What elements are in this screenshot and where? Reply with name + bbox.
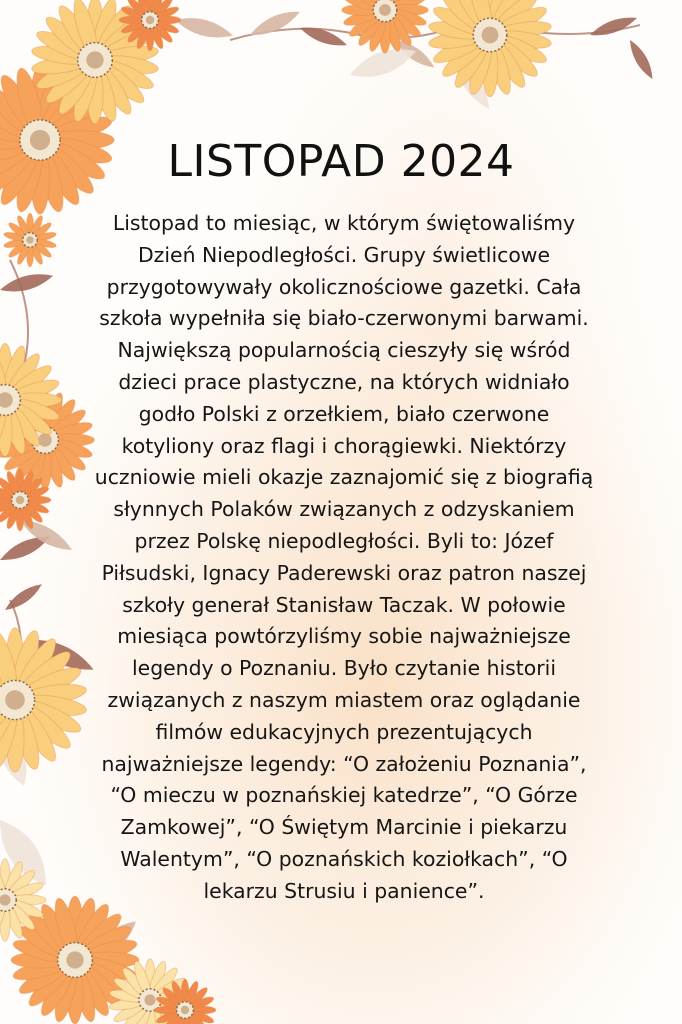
body-line: Zamkowej”, “O Świętym Marcinie i piekarzu (120, 815, 568, 840)
body-line: szkoła wypełniła się biało-czerwonymi barwami. (99, 306, 589, 331)
body-line: legendy o Poznaniu. Było czytanie historii (131, 656, 556, 681)
body-line: najważniejsze legendy: “O założeniu Poznania”, (101, 751, 587, 776)
body-line: godło Polski z orzełkiem, biało czerwone (138, 401, 550, 426)
body-line: “O mieczu w poznańskiej katedrze”, “O Górze (110, 783, 578, 808)
body-line: Największą popularnością cieszyły się wśród (117, 338, 571, 363)
body-line: słynnych Polaków związanych z odzyskaniem (113, 497, 575, 522)
body-line: kotyliony oraz flagi i chorągiewki. Niektórzy (121, 433, 567, 458)
body-line: przygotowywały okolicznościowe gazetki. Cała (106, 274, 582, 299)
body-line: miesiąca powtórzyliśmy sobie najważniejsze (117, 624, 571, 649)
body-line: Piłsudski, Ignacy Paderewski oraz patron naszej (101, 560, 587, 585)
body-line: Dzień Niepodległości. Grupy świetlicowe (137, 242, 551, 267)
body-line: uczniowie mieli okazje zaznajomić się z biografią (94, 465, 594, 490)
body-line: związanych z naszym miastem oraz oglądanie (107, 687, 581, 712)
page-title: LISTOPAD 2024 (167, 136, 515, 187)
article-body (84, 208, 604, 908)
body-line: dzieci prace plastyczne, na których widniało (118, 369, 570, 394)
body-line: Listopad to miesiąc, w którym świętowaliśmy (112, 211, 576, 235)
body-line: szkoły generał Stanisław Taczak. W połowie (122, 592, 566, 617)
body-line: Walentym”, “O poznańskich koziołkach”, “O (120, 846, 568, 871)
body-line: lekarzu Strusiu i panience”. (203, 878, 485, 903)
body-line: przez Polskę niepodległości. Byli to: Józef (134, 528, 554, 553)
body-line: filmów edukacyjnych prezentujących (155, 719, 533, 744)
